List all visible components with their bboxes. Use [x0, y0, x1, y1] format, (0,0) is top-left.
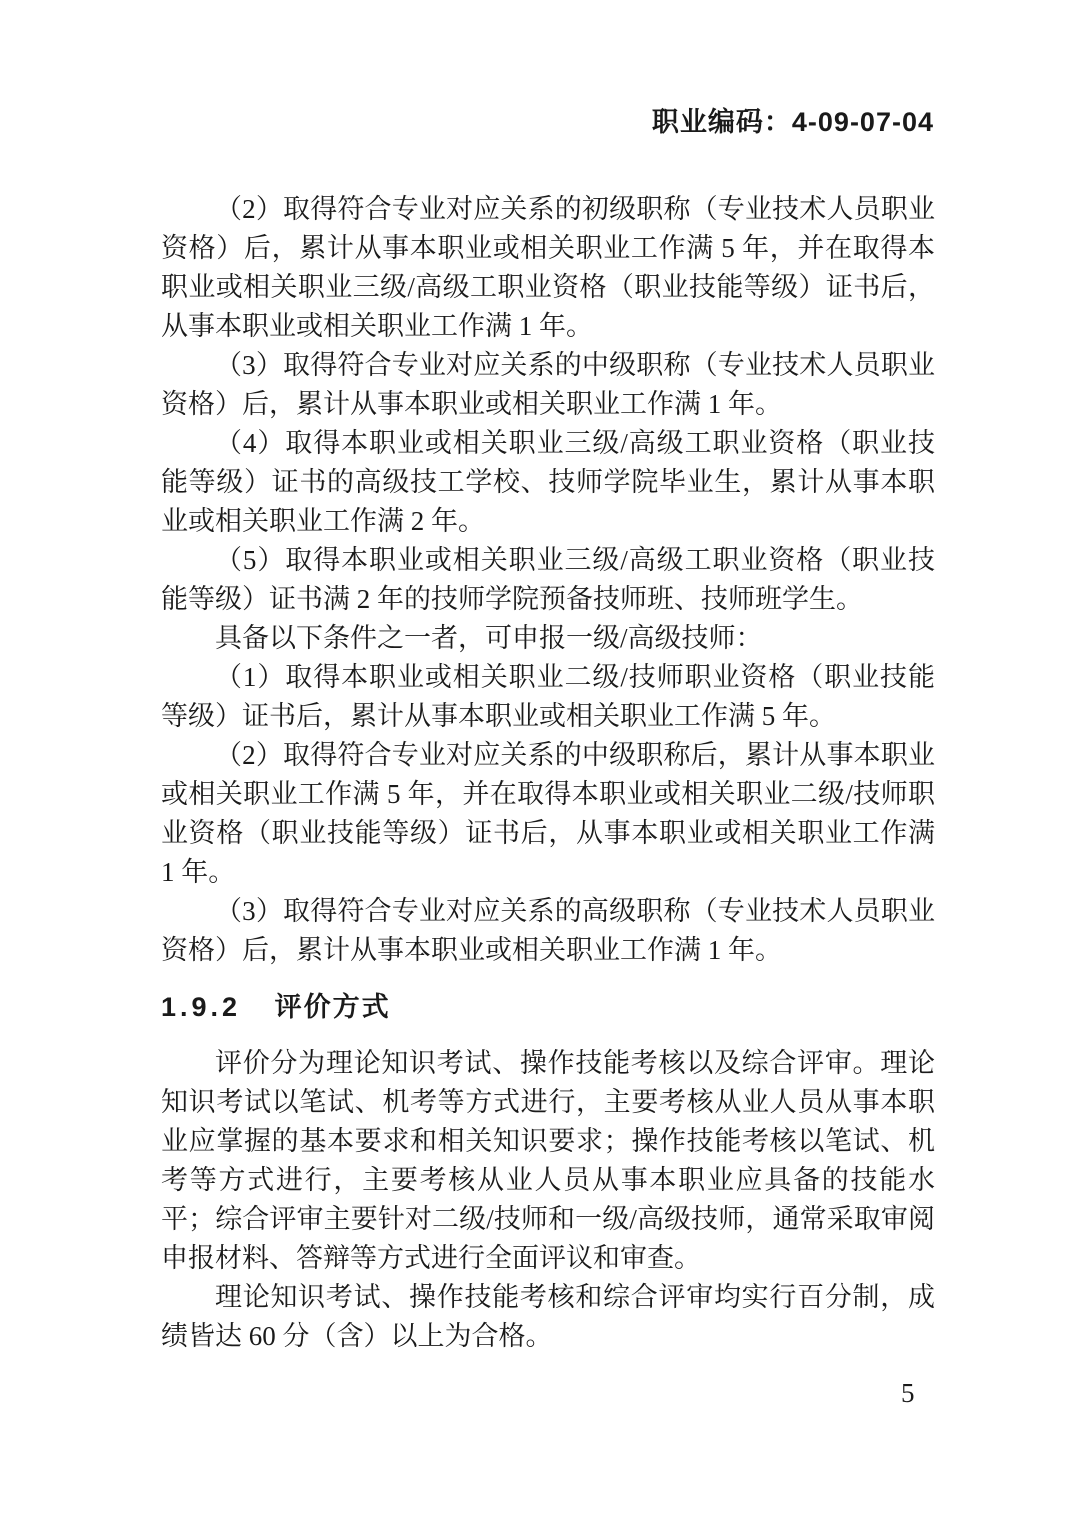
- section-heading: [161, 988, 935, 1027]
- paragraph-requirement-3: （3）取得符合专业对应关系的中级职称（专业技术人员职业资格）后，累计从事本职业或相关职业工作满 1 年。: [161, 350, 935, 419]
- paragraph-senior-requirement-1: （1）取得本职业或相关职业二级/技师职业资格（职业技能等级）证书后，累计从事本职业或相关职业工作满 5 年。: [161, 662, 935, 731]
- document-body: [161, 190, 935, 1356]
- job-code-header: 职业编码：4-09-07-04: [651, 107, 934, 137]
- paragraph-senior-requirement-3: （3）取得符合专业对应关系的高级职称（专业技术人员职业资格）后，累计从事本职业或相关职业工作满 1 年。: [161, 896, 935, 965]
- paragraph-evaluation-methods: 评价分为理论知识考试、操作技能考核以及综合评审。理论知识考试以笔试、机考等方式进行，主要考核从业人员从事本职业应掌握的基本要求和相关知识要求；操作技能考核以笔试、机考等方式进行，主要考核从业人员从事本职业应具备的技能水平；综合评审主要针对二级/技师和一级/高级技师，通常采取审阅申报材料、答辩等方式进行全面评议和审查。: [161, 1048, 935, 1273]
- paragraph-requirement-4: （4）取得本职业或相关职业三级/高级工职业资格（职业技能等级）证书的高级技工学校、技师学院毕业生，累计从事本职业或相关职业工作满 2 年。: [161, 428, 935, 536]
- paragraph-senior-requirement-2: （2）取得符合专业对应关系的中级职称后，累计从事本职业或相关职业工作满 5 年，并在取得本职业或相关职业二级/技师职业资格（职业技能等级）证书后，从事本职业或相关职业工作满 1 年。: [161, 740, 935, 887]
- paragraph-requirement-2: （2）取得符合专业对应关系的初级职称（专业技术人员职业资格）后，累计从事本职业或相关职业工作满 5 年，并在取得本职业或相关职业三级/高级工职业资格（职业技能等级）证书后，从事本职业或相关职业工作满 1 年。: [161, 194, 935, 341]
- section-number: 1.9.2: [161, 992, 242, 1022]
- paragraph-passing-score: 理论知识考试、操作技能考核和综合评审均实行百分制，成绩皆达 60 分（含）以上为合格。: [161, 1282, 935, 1351]
- section-title: 评价方式: [274, 992, 391, 1022]
- paragraph-requirement-5: （5）取得本职业或相关职业三级/高级工职业资格（职业技能等级）证书满 2 年的技师学院预备技师班、技师班学生。: [161, 545, 935, 614]
- paragraph-senior-technician-intro: 具备以下条件之一者，可申报一级/高级技师：: [215, 623, 763, 653]
- page-number: 5: [901, 1378, 915, 1408]
